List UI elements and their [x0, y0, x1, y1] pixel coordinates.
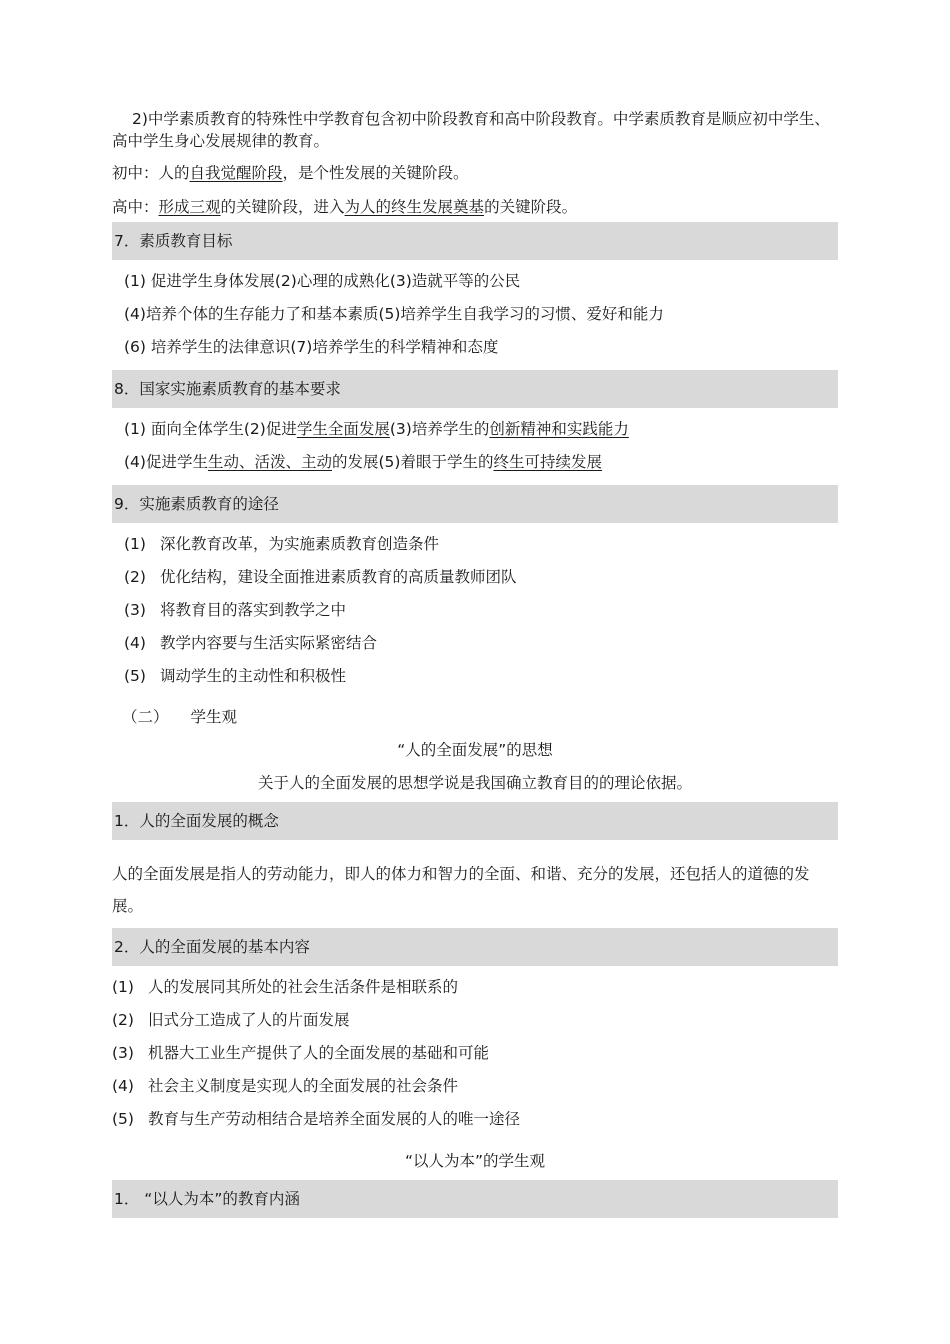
senior-label: 高中： — [112, 198, 159, 216]
list-item — [112, 528, 838, 561]
s8-l2-text-b: 的发展(5)着眼于学生的 — [331, 453, 494, 471]
list-item-number: (2) — [112, 1011, 134, 1029]
section-8-line-1 — [112, 413, 838, 446]
s8-l1-underlined-1: 学生全面发展 — [296, 420, 390, 438]
section-7-line-2: (4)培养个体的生存能力了和基本素质(5)培养学生自我学习的习惯、爱好和能力 — [124, 305, 664, 323]
center-title-1: “人的全面发展”的思想 — [397, 741, 553, 759]
list-item-number: (4) — [112, 1077, 134, 1095]
list-item-number: (3) — [112, 1044, 134, 1062]
s8-l2-text-a: (4)促进学生 — [124, 453, 208, 471]
list-item-text: 教育与生产劳动相结合是培养全面发展的人的唯一途径 — [147, 1110, 520, 1128]
list-item — [112, 627, 838, 660]
list-item — [112, 1103, 838, 1136]
list-item-text: 将教育目的落实到教学之中 — [159, 601, 346, 619]
senior-text-b: 的关键阶段。 — [484, 198, 578, 216]
list-item-text: 机器大工业生产提供了人的全面发展的基础和可能 — [147, 1044, 489, 1062]
senior-line — [112, 196, 838, 218]
section-8-heading: 8．国家实施素质教育的基本要求 — [112, 370, 838, 408]
s8-l1-text-b: (3)培养学生的 — [389, 420, 490, 438]
list-item — [112, 594, 838, 627]
concept-paragraph: 人的全面发展是指人的劳动能力，即人的体力和智力的全面、和谐、充分的发展，还包括人的道德的发展。 — [112, 865, 810, 915]
list-item — [112, 971, 838, 1004]
s8-l1-underlined-2: 创新精神和实践能力 — [489, 420, 629, 438]
content-list — [112, 971, 838, 1136]
s8-l2-underlined-1: 生动、活泼、主动 — [207, 453, 332, 471]
junior-text-b: ，是个性发展的关键阶段。 — [282, 164, 469, 182]
part-2-title: 学生观 — [190, 708, 238, 726]
junior-underlined: 自我觉醒阶段 — [189, 164, 283, 182]
s8-l2-underlined-2: 终生可持续发展 — [493, 453, 602, 471]
section-7-line-1: (1) 促进学生身体发展(2)心理的成熟化(3)造就平等的公民 — [124, 272, 521, 290]
list-item-number: (4) — [124, 634, 146, 652]
document-content — [112, 108, 838, 1218]
center-title-2: “以人为本”的学生观 — [404, 1152, 546, 1170]
list-item-number: (3) — [124, 601, 146, 619]
section-8-line-2 — [112, 446, 838, 479]
list-item — [112, 660, 838, 693]
list-item-number: (5) — [112, 1110, 134, 1128]
list-item-text: 优化结构，建设全面推进素质教育的高质量教师团队 — [159, 568, 517, 586]
list-item-number: (2) — [124, 568, 146, 586]
list-item-number: (1) — [112, 978, 134, 996]
list-item-number: (1) — [124, 535, 146, 553]
part-2-heading — [112, 706, 838, 728]
section-7-heading: 7．素质教育目标 — [112, 222, 838, 260]
list-item — [112, 1037, 838, 1070]
list-item-text: 旧式分工造成了人的片面发展 — [147, 1011, 350, 1029]
junior-label: 初中： — [112, 164, 159, 182]
list-item — [112, 561, 838, 594]
center-subtitle-1: 关于人的全面发展的思想学说是我国确立教育目的的理论依据。 — [257, 774, 692, 792]
section-9-heading: 9．实施素质教育的途径 — [112, 485, 838, 523]
content-heading: 2．人的全面发展的基本内容 — [112, 928, 838, 966]
s8-l1-text-a: (1) 面向全体学生(2)促进 — [124, 420, 297, 438]
section-7-line-3: (6) 培养学生的法律意识(7)培养学生的科学精神和态度 — [124, 338, 499, 356]
concept-heading: 1．人的全面发展的概念 — [112, 802, 838, 840]
list-item-text: 调动学生的主动性和积极性 — [159, 667, 346, 685]
junior-text-a: 人的 — [158, 164, 190, 182]
senior-underlined-1: 形成三观 — [158, 198, 221, 216]
list-item — [112, 1004, 838, 1037]
section-9-list — [112, 528, 838, 693]
intro-text: 中学素质教育的特殊性中学教育包含初中阶段教育和高中阶段教育。中学素质教育是顺应初中学生、高中学生身心发展规律的教育。 — [112, 110, 830, 150]
senior-underlined-2: 为人的终生发展奠基 — [344, 198, 485, 216]
list-item-text: 教学内容要与生活实际紧密结合 — [159, 634, 377, 652]
list-item-text: 人的发展同其所处的社会生活条件是相联系的 — [147, 978, 458, 996]
list-item-text: 社会主义制度是实现人的全面发展的社会条件 — [147, 1077, 458, 1095]
senior-text-a: 的关键阶段，进入 — [220, 198, 345, 216]
list-item-text: 深化教育改革，为实施素质教育创造条件 — [159, 535, 439, 553]
education-connotation-heading: 1． “以人为本”的教育内涵 — [112, 1180, 838, 1218]
list-item — [112, 1070, 838, 1103]
intro-paragraph — [112, 108, 838, 152]
part-2-number: （二） — [122, 708, 169, 726]
junior-line — [112, 162, 838, 184]
intro-prefix: 2) — [132, 110, 148, 128]
list-item-number: (5) — [124, 667, 146, 685]
